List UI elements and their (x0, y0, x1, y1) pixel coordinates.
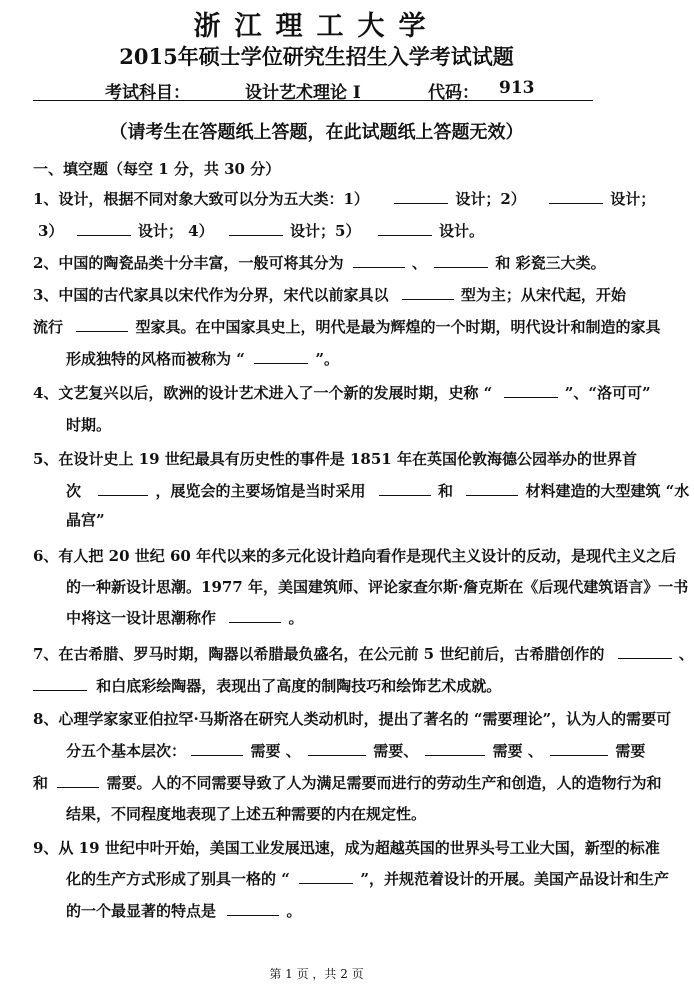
answer-notice: （请考生在答题纸上答题，在此试题纸上答题无效） (109, 122, 524, 143)
question-text: 设计。 (438, 222, 484, 240)
answer-blank (254, 349, 308, 364)
question-8-line-2 (66, 741, 645, 761)
answer-blank (379, 481, 431, 496)
question-text: 需要 (615, 742, 646, 760)
question-text: 和 (33, 774, 49, 792)
question-9-line-2 (66, 869, 669, 889)
question-text: 3） (38, 222, 64, 240)
question-6-line-3 (66, 608, 304, 628)
answer-blank (550, 741, 608, 756)
question-text: 需要 、 (492, 742, 543, 760)
answer-blank (77, 221, 131, 236)
answer-blank (425, 741, 485, 756)
question-6-line-2 (66, 577, 688, 597)
question-text: 型为主；从宋代起，开始 (460, 286, 626, 304)
question-text: 。 (286, 902, 302, 920)
question-text: 和白底彩绘陶器，表现出了高度的制陶技巧和绘饰艺术成就。 (96, 677, 502, 695)
question-3-line-2 (33, 317, 661, 337)
answer-blank (353, 253, 405, 268)
question-text: ”、“洛可可” (564, 384, 651, 402)
question-text: 8、心理学家家亚伯拉罕·马斯洛在研究人类动机时，提出了著名的 “需要理论”，认为人的需要可 (33, 710, 672, 728)
answer-blank (394, 189, 448, 204)
question-text: 时期。 (66, 416, 112, 434)
answer-blank (98, 481, 148, 496)
answer-blank (229, 608, 281, 623)
question-text: 7、在古希腊、罗马时期，陶器以希腊最负盛名，在公元前 5 世纪前后，古希腊创作的 (33, 645, 605, 663)
question-5-line-2 (66, 481, 689, 501)
question-text: 的一个最显著的特点是 (66, 902, 217, 920)
question-text: 需要 、 (250, 742, 301, 760)
answer-blank (434, 253, 488, 268)
question-text: 分五个基本层次： (66, 742, 187, 760)
answer-blank (378, 221, 432, 236)
question-text: 晶宫” (66, 511, 105, 529)
answer-blank (229, 221, 283, 236)
code-value: 913 (499, 78, 535, 98)
question-text: 和 彩瓷三大类。 (495, 254, 606, 272)
question-text: 需要、 (373, 742, 419, 760)
question-text: 设计； 4） (137, 222, 214, 240)
question-7-line-1 (33, 644, 694, 664)
answer-blank (227, 901, 279, 916)
question-text: 设计； (610, 190, 656, 208)
subject-value: 设计艺术理论 I (245, 83, 361, 103)
question-text: 流行 (33, 318, 64, 336)
subject-row (33, 76, 593, 101)
question-3-line-3 (66, 349, 339, 369)
question-5-line-3 (66, 510, 105, 530)
code-label: 代码： (428, 83, 479, 103)
answer-blank (618, 644, 672, 659)
subject-label: 考试科目： (105, 83, 190, 103)
question-4-line-1 (33, 383, 651, 403)
page-footer: 第 1 页 ，共 2 页 (269, 967, 364, 981)
question-8-line-1 (33, 709, 671, 729)
question-text: 、 (678, 645, 694, 663)
answer-blank (402, 285, 454, 300)
question-text: 化的生产方式形成了别具一格的 “ (66, 870, 290, 888)
question-text: 中将这一设计思潮称作 (66, 609, 217, 627)
question-3-line-1 (33, 285, 626, 305)
answer-blank (299, 869, 353, 884)
question-8-line-3 (33, 773, 662, 793)
answer-blank (504, 383, 558, 398)
question-text: 设计；2） (455, 190, 526, 208)
answer-blank (466, 481, 518, 496)
question-1-line-1 (33, 189, 655, 209)
question-text: ，展览会的主要场馆是当时采用 (155, 482, 366, 500)
question-text: ”，并规范着设计的开展。美国产品设计和生产 (360, 870, 669, 888)
question-text: ”。 (315, 350, 339, 368)
question-text: 2、中国的陶瓷品类十分丰富，一般可将其分为 (33, 254, 344, 272)
question-text: 。 (288, 609, 304, 627)
answer-blank (191, 741, 243, 756)
question-8-line-4 (66, 804, 426, 824)
answer-blank (33, 676, 87, 691)
question-text: 材料建造的大型建筑 “水 (525, 482, 690, 500)
question-text: 9、从 19 世纪中叶开始，美国工业发展迅速，成为超越英国的世界头号工业大国，新型的标准 (33, 839, 660, 857)
answer-blank (549, 189, 603, 204)
question-text: 5、在设计史上 19 世纪最具有历史性的事件是 1851 年在英国伦敦海德公园举办的世界首 (33, 450, 637, 468)
answer-blank (57, 773, 99, 788)
answer-blank (308, 741, 366, 756)
question-text: 、 (411, 254, 427, 272)
question-9-line-3 (66, 901, 302, 921)
question-1-line-2 (38, 221, 484, 241)
question-text: 次 (66, 482, 82, 500)
question-text: 的一种新设计思潮。1977 年，美国建筑师、评论家查尔斯·詹克斯在《后现代建筑语言》一书 (66, 578, 689, 596)
question-text: 6、有人把 20 世纪 60 年代以来的多元化设计趋向看作是现代主义设计的反动，是现代主义之后 (33, 547, 677, 565)
question-text: 结果，不同程度地表现了上述五种需要的内在规定性。 (66, 805, 427, 823)
question-4-line-2 (66, 415, 111, 435)
question-7-line-2 (33, 676, 501, 696)
university-name: 浙江理工大学 (193, 11, 440, 42)
question-text: 1、设计，根据不同对象大致可以分为五大类：1） (33, 190, 369, 208)
answer-blank (76, 317, 128, 332)
question-9-line-1 (33, 838, 660, 858)
question-2-line-1 (33, 253, 606, 273)
question-text: 和 (437, 482, 453, 500)
question-text: 3、中国的古代家具以宋代作为分界，宋代以前家具以 (33, 286, 389, 304)
exam-title: 2015年硕士学位研究生招生入学考试试题 (119, 44, 514, 69)
question-6-line-1 (33, 546, 676, 566)
question-text: 4、文艺复兴以后，欧洲的设计艺术进入了一个新的发展时期，史称 “ (33, 384, 493, 402)
section-title: 一、填空题（每空 1 分，共 30 分） (33, 160, 281, 178)
question-text: 型家具。在中国家具史上，明代是最为辉煌的一个时期，明代设计和制造的家具 (135, 318, 661, 336)
question-text: 需要。人的不同需要导致了人为满足需要而进行的劳动生产和创造，人的造物行为和 (106, 774, 662, 792)
question-text: 形成独特的风格而被称为 “ (66, 350, 245, 368)
question-text: 设计；5） (290, 222, 361, 240)
question-5-line-1 (33, 449, 637, 469)
